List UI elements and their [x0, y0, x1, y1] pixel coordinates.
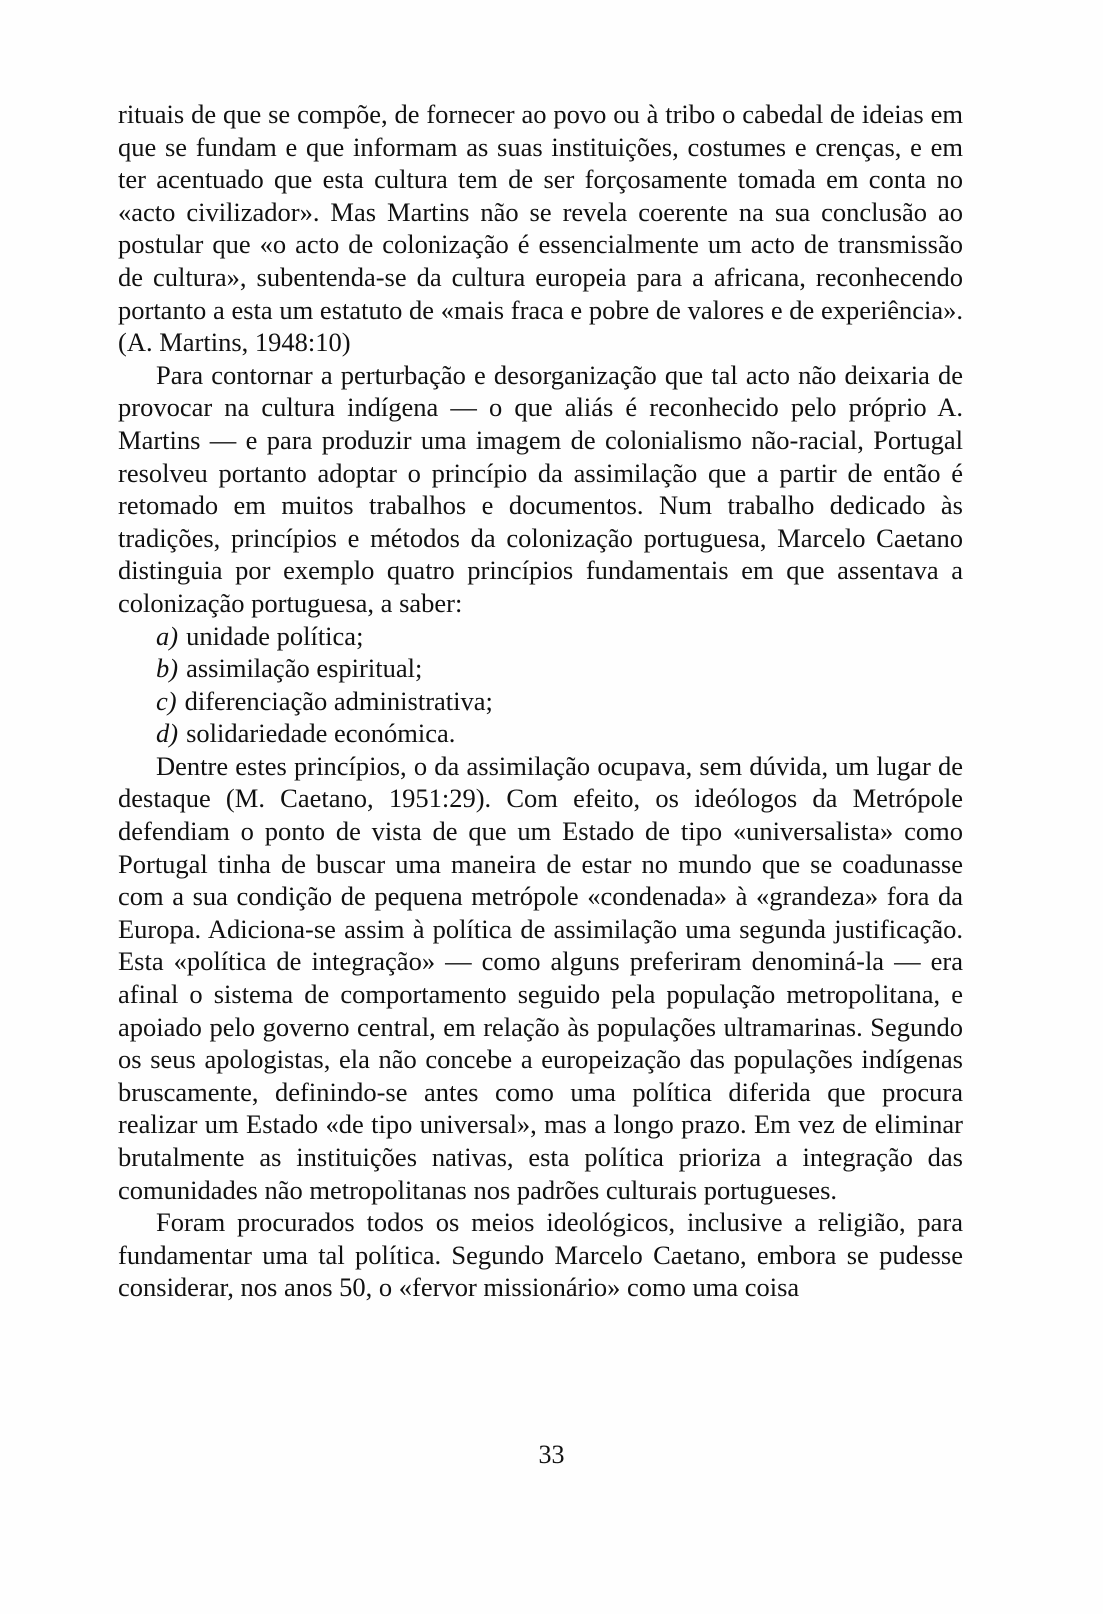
paragraph-2: Para contornar a perturbação e desorganização que tal acto não deixaria de provocar na cultura indígena — o que aliás é reconhecido pelo próprio A. Martins — e para produzir uma imagem de colonialismo não-racial, Portugal resolveu portanto adoptar o princípio da assimilação que a partir de então é retomado em muitos trabalhos e documentos. Num trabalho dedicado às tradições, princípios e métodos da colonização portuguesa, Marcelo Caetano distinguia por exemplo quatro princípios fundamentais em que assentava a colonização portuguesa, a saber: — [118, 359, 963, 618]
list-marker: c) — [156, 685, 177, 716]
list-marker: b) — [156, 653, 179, 684]
body-text — [118, 98, 963, 1304]
list-item — [118, 685, 963, 718]
paragraph-3: Dentre estes princípios, o da assimilação ocupava, sem dúvida, um lugar de destaque (M. Caetano, 1951:29). Com efeito, os ideólogos da Metrópole defendiam o ponto de vista de que um Estado de tipo «universalista» como Portugal tinha de buscar uma maneira de estar no mundo que se coadunasse com a sua condição de pequena metrópole «condenada» à «grandeza» fora da Europa. Adiciona-se assim à política de assimilação uma segunda justificação. Esta «política de integração» — como alguns preferiram denominá-la — era afinal o sistema de comportamento seguido pela população metropolitana, e apoiado pelo governo central, em relação às populações ultramarinas. Segundo os seus apologistas, ela não concebe a europeização das populações indígenas bruscamente, definindo-se antes como uma política diferida que procura realizar um Estado «de tipo universal», mas a longo prazo. Em vez de eliminar brutalmente as instituições nativas, esta política prioriza a integração das comunidades não metropolitanas nos padrões culturais portugueses. — [118, 750, 963, 1205]
paragraph-1: rituais de que se compõe, de fornecer ao povo ou à tribo o cabedal de ideias em que se fundam e que informam as suas instituições, costumes e crenças, e em ter acentuado que esta cultura tem de ser forçosamente tomada em conta no «acto civilizador». Mas Martins não se revela coerente na sua conclusão ao postular que «o acto de colonização é essencialmente um acto de transmissão de cultura», subentenda-se da cultura europeia para a africana, reconhecendo portanto a esta um estatuto de «mais fraca e pobre de valores e de experiência». (A. Martins, 1948:10) — [118, 99, 963, 358]
list-item — [118, 717, 963, 750]
principles-list — [118, 620, 963, 750]
paragraph-4: Foram procurados todos os meios ideológicos, inclusive a religião, para fundamentar uma tal política. Segundo Marcelo Caetano, embora se pudesse considerar, nos anos 50, o «fervor missionário» como uma coisa — [118, 1207, 963, 1303]
list-item — [118, 620, 963, 653]
list-item-text: assimilação espiritual; — [186, 653, 423, 684]
list-marker: a) — [156, 620, 179, 651]
page-number: 33 — [538, 1440, 565, 1469]
list-item — [118, 652, 963, 685]
list-item-text: unidade política; — [186, 620, 364, 651]
list-marker: d) — [156, 718, 179, 749]
list-item-text: diferenciação administrativa; — [184, 685, 493, 716]
list-item-text: solidariedade económica. — [186, 718, 456, 749]
